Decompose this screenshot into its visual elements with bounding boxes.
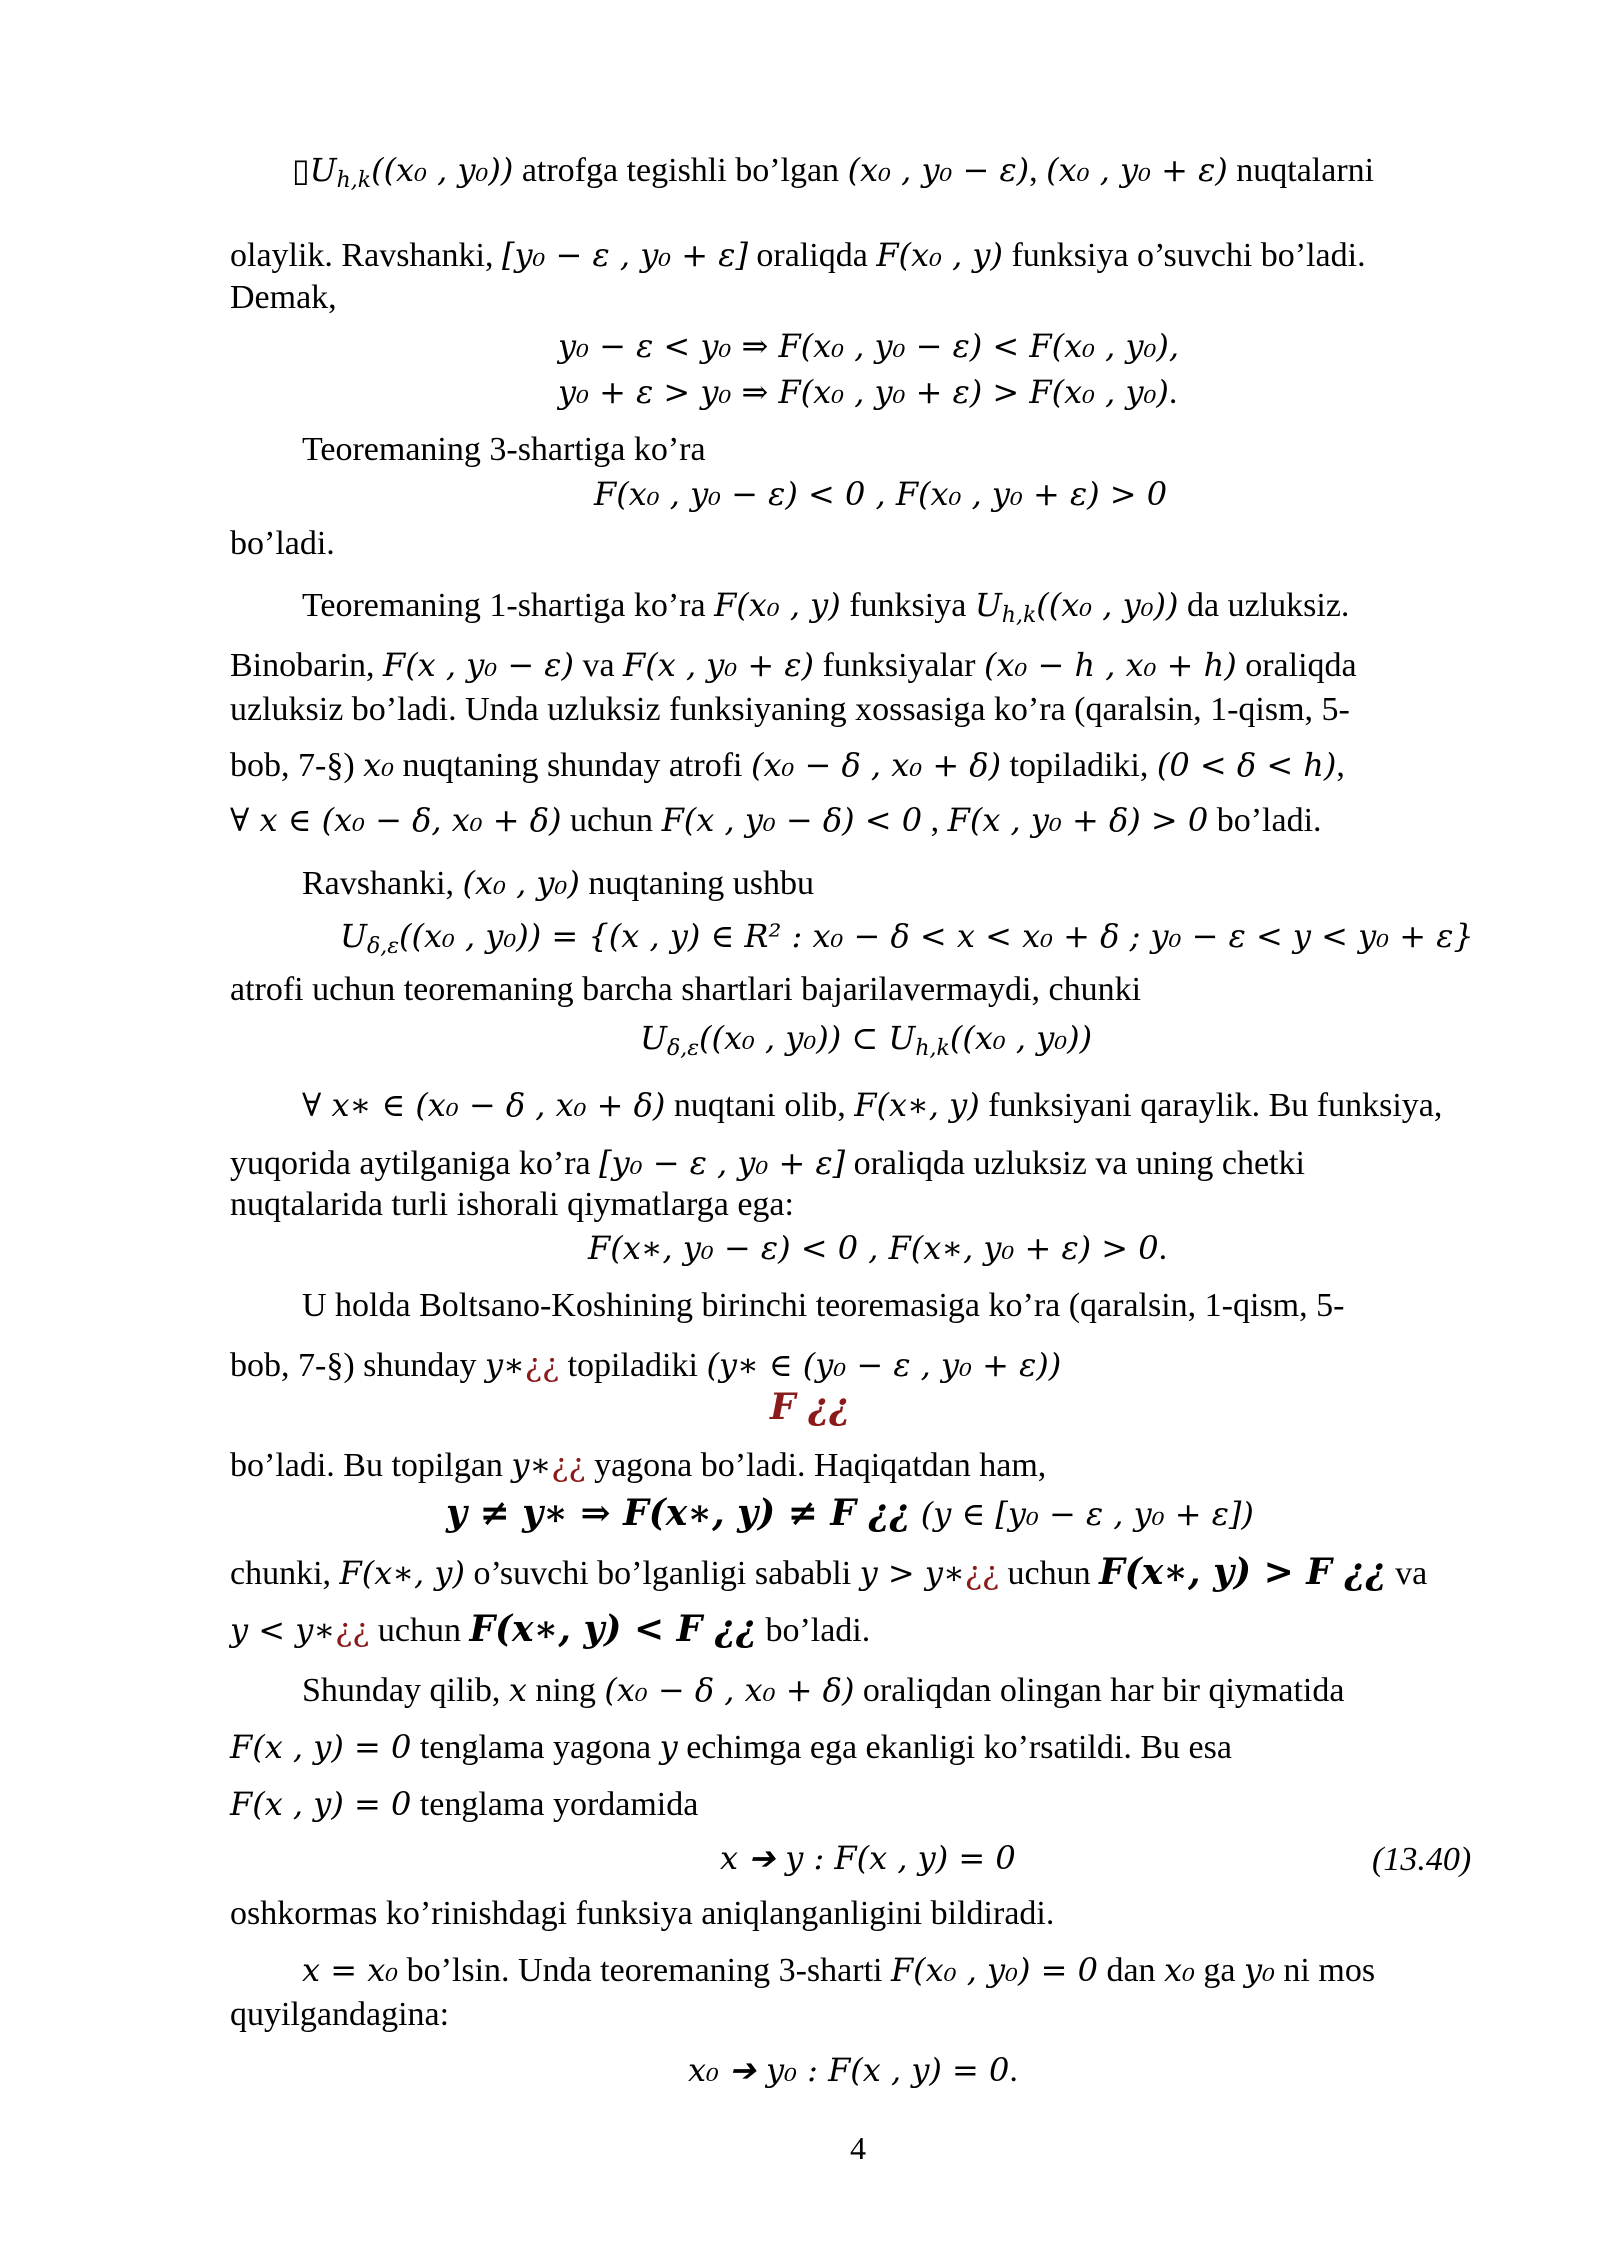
math-expression: (y ∈ [y₀ − ε , y₀ + ε]): [910, 1495, 1254, 1533]
text-run: uzluksiz bo’ladi. Unda uzluksiz funksiyaning xossasiga ko’ra (qaralsin, 1-qism, 5-: [230, 691, 1350, 728]
math-expression: (0 < δ < h): [1156, 746, 1337, 784]
math-expression: ▯U: [292, 151, 337, 189]
text-run: va: [1386, 1555, 1428, 1592]
math-expression: x₀ ➔ y₀ : F(x , y) = 0: [688, 2051, 1010, 2089]
text-line: [302, 1286, 1344, 1326]
math-expression: F ¿¿: [770, 1386, 851, 1428]
text-run: funksiyani qaraylik. Bu funksiya,: [979, 1087, 1443, 1124]
text-run: Ravshanki,: [302, 865, 463, 902]
text-run: funksiya: [840, 587, 975, 624]
text-run: uchun: [369, 1612, 470, 1649]
math-expression: (x₀ , y₀): [462, 864, 580, 902]
text-run: nuqtaning ushbu: [579, 865, 815, 902]
math-expression: F(x∗, y) < F ¿¿: [469, 1608, 757, 1650]
math-expression: ¿¿: [524, 1346, 560, 1384]
text-line: [230, 1143, 1305, 1184]
text-run: quyilgandagina:: [230, 1996, 450, 2033]
text-line: [230, 1445, 1046, 1486]
text-line: [302, 430, 706, 470]
text-line: [230, 970, 1141, 1010]
math-expression: y < y∗: [230, 1611, 336, 1649]
text-line: [230, 645, 1357, 686]
text-line: [720, 1838, 1016, 1879]
text-line: [302, 863, 814, 904]
math-expression: F(x∗, y) > F ¿¿: [1099, 1551, 1387, 1593]
text-run: oshkormas ko’rinishdagi funksiya aniqlanganligini bildiradi.: [230, 1895, 1055, 1932]
math-expression: y∗: [511, 1446, 552, 1484]
text-run: ,: [1029, 152, 1047, 189]
math-expression: ¿¿: [551, 1446, 586, 1484]
math-expression: ((x₀ , y₀)): [1036, 586, 1179, 624]
math-expression: F(x , y₀ + δ) > 0: [947, 801, 1209, 839]
text-run: Demak,: [230, 279, 337, 316]
text-line: [302, 1950, 1375, 1991]
math-expression: (y∗ ∈ (y₀ − ε , y₀ + ε)): [706, 1346, 1062, 1384]
text-run: bo’ladi.: [1208, 802, 1322, 839]
text-line: [230, 745, 1345, 786]
text-line: [446, 1493, 1254, 1535]
math-expression: δ,ε: [366, 934, 400, 959]
text-run: atrofga tegishli bo’lgan: [513, 152, 848, 189]
math-expression: (x₀ − δ , x₀ + δ): [604, 1671, 855, 1709]
math-expression: F(x∗, y): [854, 1086, 980, 1124]
math-expression: ¿¿: [335, 1611, 370, 1649]
text-run: ga: [1194, 1952, 1245, 1989]
math-expression: y₀ − ε < y₀ ⇒ F(x₀ , y₀ − ε) < F(x₀ , y₀),: [558, 327, 1180, 365]
text-run: Shunday qilib,: [302, 1672, 509, 1709]
text-run: oraliqda: [747, 237, 877, 274]
text-line: [230, 1894, 1054, 1934]
math-expression: h,k: [1001, 603, 1037, 628]
math-expression: F(x∗, y₀ − ε) < 0 , F(x∗, y₀ + ε) > 0: [588, 1229, 1159, 1267]
math-expression: U: [640, 1019, 667, 1057]
math-expression: ¿¿: [964, 1554, 1000, 1592]
text-run: uchun: [561, 802, 662, 839]
math-expression: y₀ + ε > y₀ ⇒ F(x₀ , y₀ + ε) > F(x₀ , y₀): [558, 373, 1169, 411]
math-expression: (x₀ , y₀ − ε): [847, 151, 1030, 189]
text-run: bob, 7-§) shunday: [230, 1347, 485, 1384]
math-expression: x₀: [363, 746, 395, 784]
text-line: [230, 1609, 870, 1651]
math-expression: F(x₀ , y₀) = 0: [890, 1951, 1098, 1989]
math-expression: δ,ε: [666, 1036, 700, 1061]
math-expression: y∗: [484, 1346, 525, 1384]
text-run: bo’lsin. Unda teoremaning 3-sharti: [398, 1952, 891, 1989]
text-run: atrofi uchun teoremaning barcha shartlari bajarilavermaydi, chunki: [230, 971, 1142, 1008]
text-run: .: [1009, 2052, 1018, 2089]
text-line: [688, 2050, 1018, 2091]
math-expression: [y₀ − ε , y₀ + ε]: [599, 1144, 846, 1182]
text-run: echimga ega ekanligi ko’rsatildi. Bu esa: [677, 1729, 1232, 1766]
math-expression: ((x₀ , y₀)): [371, 151, 514, 189]
text-run: topiladiki,: [1001, 747, 1157, 784]
text-line: [558, 326, 1179, 367]
text-line: [558, 372, 1177, 413]
text-run: dan: [1097, 1952, 1165, 1989]
text-run: U holda Boltsano-Koshining birinchi teoremasiga ko’ra (qaralsin, 1-qism, 5-: [302, 1287, 1345, 1324]
text-run: Teoremaning 1-shartiga ko’ra: [302, 587, 715, 624]
math-expression: F(x , y₀ + ε): [623, 646, 815, 684]
math-expression: h,k: [336, 168, 372, 193]
text-run: nuqtalarida turli ishorali qiymatlarga ega:: [230, 1186, 794, 1223]
math-expression: F(x∗, y): [339, 1554, 465, 1592]
math-expression: F(x₀ , y): [876, 236, 1003, 274]
math-expression: ((x₀ , y₀)) = {(x , y) ∈ R² : x₀ − δ < x < x₀ + δ ; y₀ − ε < y < y₀ + ε}: [399, 917, 1474, 955]
text-line: [230, 690, 1350, 730]
text-run: nuqtalarni: [1227, 152, 1375, 189]
math-expression: y: [659, 1728, 678, 1766]
text-line: [588, 1228, 1167, 1269]
text-line: [230, 524, 335, 564]
text-line: [340, 916, 1474, 967]
math-expression: F(x₀ , y): [714, 586, 841, 624]
math-expression: ((x₀ , y₀)) ⊂ U: [699, 1019, 916, 1057]
math-expression: (x₀ − h , x₀ + h): [983, 646, 1237, 684]
text-run: ,: [922, 802, 948, 839]
text-run: ,: [1336, 747, 1345, 784]
math-expression: F(x , y₀ − ε): [382, 646, 574, 684]
math-expression: U: [340, 917, 367, 955]
text-run: nuqtaning shunday atrofi: [394, 747, 751, 784]
text-line: [302, 1085, 1442, 1126]
text-run: olaylik. Ravshanki,: [230, 237, 502, 274]
math-expression: F(x₀ , y₀ − ε) < 0 , F(x₀ , y₀ + ε) > 0: [594, 475, 1168, 513]
text-run: bo’ladi. Bu topilgan: [230, 1447, 512, 1484]
text-run: Binobarin,: [230, 647, 383, 684]
math-expression: [y₀ − ε , y₀ + ε]: [501, 236, 748, 274]
text-line: [230, 1995, 449, 2035]
text-line: [302, 1670, 1344, 1711]
text-run: bob, 7-§): [230, 747, 364, 784]
text-run: topiladiki: [559, 1347, 707, 1384]
text-line: [640, 1018, 1092, 1069]
math-expression: h,k: [915, 1036, 950, 1061]
math-expression: (x₀ − δ , x₀ + δ): [750, 746, 1002, 784]
text-line: [230, 1185, 794, 1225]
text-run: uchun: [999, 1555, 1100, 1592]
text-run: bo’ladi.: [230, 525, 335, 562]
text-run: chunki,: [230, 1555, 340, 1592]
math-expression: ∀ x ∈ (x₀ − δ, x₀ + δ): [230, 801, 562, 839]
text-run: Teoremaning 3-shartiga ko’ra: [302, 431, 706, 468]
math-expression: y ≠ y∗ ⇒ F(x∗, y) ≠ F ¿¿: [446, 1492, 911, 1534]
math-expression: ∀ x∗ ∈ (x₀ − δ , x₀ + δ): [302, 1086, 666, 1124]
text-line: [230, 1784, 698, 1825]
math-expression: x₀: [1164, 1951, 1195, 1989]
text-run: yuqorida aytilganiga ko’ra: [230, 1145, 600, 1182]
text-run: o’suvchi bo’lganligi sababli: [464, 1555, 860, 1592]
equation-number: (13.40): [1372, 1841, 1472, 1878]
text-run: oraliqdan olingan har bir qiymatida: [854, 1672, 1345, 1709]
math-expression: y₀: [1244, 1951, 1275, 1989]
text-run: ni mos: [1274, 1952, 1376, 1989]
text-line: [230, 278, 337, 318]
text-run: funksiya o’suvchi bo’ladi.: [1002, 237, 1366, 274]
text-run: yagona bo’ladi. Haqiqatdan ham,: [585, 1447, 1047, 1484]
text-run: oraliqda uzluksiz va uning chetki: [845, 1145, 1305, 1182]
math-expression: F(x , y) = 0: [230, 1728, 412, 1766]
math-expression: x = x₀: [302, 1951, 399, 1989]
text-line: [230, 1552, 1427, 1594]
math-expression: y > y∗: [859, 1554, 965, 1592]
text-run: oraliqda: [1236, 647, 1357, 684]
math-expression: F(x , y₀ − δ) < 0: [661, 801, 923, 839]
math-expression: F(x , y) = 0: [230, 1785, 412, 1823]
text-line: [770, 1387, 850, 1429]
math-expression: U: [974, 586, 1002, 624]
text-run: va: [573, 647, 624, 684]
text-line: [230, 1727, 1232, 1768]
text-run: .: [1158, 1230, 1168, 1267]
text-line: [230, 235, 1366, 276]
page-number: 4: [850, 2130, 866, 2166]
text-run: funksiyalar: [814, 647, 984, 684]
text-run: nuqtani olib,: [665, 1087, 855, 1124]
text-run: da uzluksiz.: [1178, 587, 1350, 624]
text-line: [302, 585, 1349, 636]
math-expression: (x₀ , y₀ + ε): [1046, 151, 1228, 189]
math-expression: ((x₀ , y₀)): [949, 1019, 1093, 1057]
math-expression: x ➔ y : F(x , y) = 0: [720, 1839, 1016, 1877]
text-run: ning: [526, 1672, 605, 1709]
text-run: .: [1168, 374, 1178, 411]
text-line: [230, 800, 1322, 841]
text-run: tenglama yordamida: [411, 1786, 699, 1823]
text-run: tenglama yagona: [411, 1729, 660, 1766]
text-line: [594, 474, 1167, 515]
text-run: bo’ladi.: [756, 1612, 871, 1649]
text-line: [292, 150, 1374, 201]
math-expression: x: [508, 1671, 527, 1709]
text-line: [230, 1345, 1061, 1386]
